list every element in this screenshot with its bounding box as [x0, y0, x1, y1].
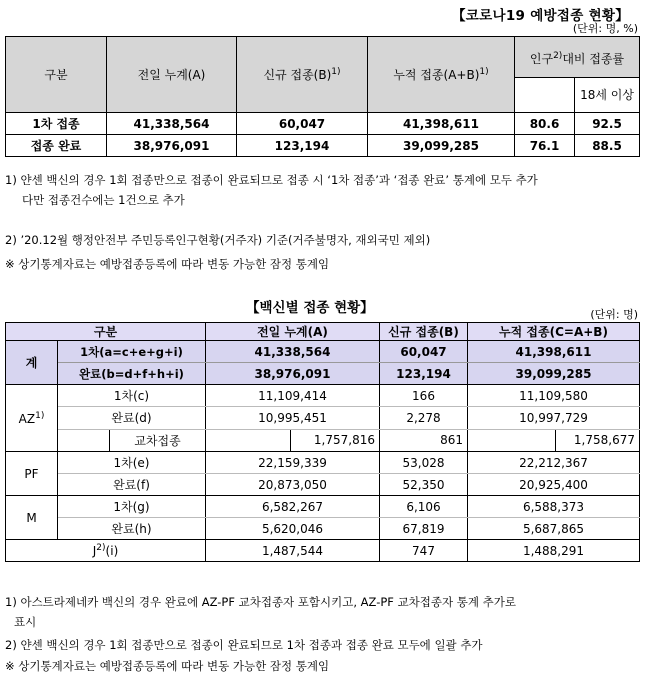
table2-title: 【백신별 접종 현황】 — [246, 300, 374, 316]
cell-new: 123,194 — [237, 135, 368, 157]
az-cross-cum: 1,758,677 — [556, 429, 640, 451]
az-done-prev: 10,995,451 — [206, 407, 380, 429]
az-cross-new: 861 — [380, 429, 468, 451]
total-first-label: 1차(a=c+e+g+i) — [58, 341, 206, 363]
table1-unit: (단위: 명, %) — [572, 22, 638, 35]
table-row — [6, 113, 640, 135]
t2-header-category: 구분 — [6, 323, 206, 341]
az-label-text: AZ — [18, 411, 36, 426]
note3: ※ 상기통계자료는 예방접종등록에 따라 변동 가능한 잠정 통계임 — [5, 257, 330, 271]
total-first-prev: 41,338,564 — [206, 341, 380, 363]
m-first-new: 6,106 — [380, 496, 468, 518]
header-age18: 18세 이상 — [575, 78, 640, 113]
pf-first-cum: 22,212,367 — [468, 452, 640, 474]
cell-cumulative: 39,099,285 — [368, 135, 515, 157]
total-done-prev: 38,976,091 — [206, 363, 380, 385]
cell-new: 60,047 — [237, 113, 368, 135]
j-new: 747 — [380, 540, 468, 562]
header-cumulative-text: 누적 접종(A+B) — [393, 68, 480, 82]
m-done-label: 완료(h) — [58, 518, 206, 540]
table-row — [6, 407, 640, 429]
az-first-cum: 11,109,580 — [468, 385, 640, 407]
table-row — [6, 363, 640, 385]
header-ratio-prefix: 인구 — [529, 51, 554, 66]
j-prev: 1,487,544 — [206, 540, 380, 562]
az-label — [6, 385, 58, 452]
pf-done-label: 완료(f) — [58, 474, 206, 496]
header-cumulative-sup: 1) — [479, 67, 489, 77]
table2-unit: (단위: 명) — [590, 308, 638, 321]
note1-line1: 1) 얀센 백신의 경우 1회 접종만으로 접종이 완료되므로 접종 시 ‘1차 접종’과 ‘접종 완료’ 통계에 모두 추가 — [5, 173, 538, 187]
az-done-cum: 10,997,729 — [468, 407, 640, 429]
table-row — [6, 429, 640, 451]
az-first-prev: 11,109,414 — [206, 385, 380, 407]
table1-title: 【코로나19 예방접종 현황】 — [452, 8, 630, 24]
cell-prev-total: 41,338,564 — [107, 113, 237, 135]
az-done-new: 2,278 — [380, 407, 468, 429]
az-cross-cum-blank — [468, 429, 556, 451]
table-row — [6, 452, 640, 474]
header-ratio-all-blank — [515, 78, 575, 113]
header-ratio-suffix: 대비 접종률 — [562, 51, 625, 66]
total-label: 계 — [6, 341, 58, 385]
m-done-new: 67,819 — [380, 518, 468, 540]
t2-note3: ※ 상기통계자료는 예방접종등록에 따라 변동 가능한 잠정 통계임 — [5, 659, 330, 673]
az-cross-prev-blank — [206, 429, 291, 451]
pf-done-cum: 20,925,400 — [468, 474, 640, 496]
j-label-sup: 2) — [96, 543, 106, 553]
header-ratio-sup: 2) — [553, 50, 563, 61]
t2-header-cumulative: 누적 접종(C=A+B) — [468, 323, 640, 341]
az-cross-label: 교차접종 — [110, 429, 206, 451]
cell-ratio18: 92.5 — [575, 113, 640, 135]
header-new-sup: 1) — [331, 67, 341, 77]
j-cum: 1,488,291 — [468, 540, 640, 562]
total-first-new: 60,047 — [380, 341, 468, 363]
pf-done-prev: 20,873,050 — [206, 474, 380, 496]
az-done-label: 완료(d) — [58, 407, 206, 429]
j-label — [6, 540, 206, 562]
t2-header-new: 신규 접종(B) — [380, 323, 468, 341]
table-row — [6, 474, 640, 496]
m-done-prev: 5,620,046 — [206, 518, 380, 540]
header-new — [237, 37, 368, 113]
header-new-text: 신규 접종(B) — [263, 68, 332, 82]
total-done-cum: 39,099,285 — [468, 363, 640, 385]
t2-header-prev-total: 전일 누계(A) — [206, 323, 380, 341]
row-label: 접종 완료 — [6, 135, 107, 157]
table-row — [6, 496, 640, 518]
cell-ratio: 76.1 — [515, 135, 575, 157]
pf-done-new: 52,350 — [380, 474, 468, 496]
j-label-suffix: (i) — [105, 544, 119, 558]
az-cross-prev: 1,757,816 — [291, 429, 380, 451]
m-first-cum: 6,588,373 — [468, 496, 640, 518]
row-label: 1차 접종 — [6, 113, 107, 135]
m-done-cum: 5,687,865 — [468, 518, 640, 540]
note1-line2: 다만 접종건수에는 1건으로 추가 — [22, 193, 185, 207]
table-row — [6, 385, 640, 407]
table-row — [6, 341, 640, 363]
cell-cumulative: 41,398,611 — [368, 113, 515, 135]
note2: 2) ’20.12월 행정안전부 주민등록인구현황(거주자) 기준(거주불명자, 재외국민 제외) — [5, 233, 431, 247]
total-first-cum: 41,398,611 — [468, 341, 640, 363]
pf-label: PF — [6, 452, 58, 496]
header-ratio — [515, 37, 640, 78]
m-label: M — [6, 496, 58, 540]
pf-first-prev: 22,159,339 — [206, 452, 380, 474]
vaccination-status-table — [5, 36, 640, 157]
pf-first-new: 53,028 — [380, 452, 468, 474]
header-prev-total: 전일 누계(A) — [107, 37, 237, 113]
header-cumulative — [368, 37, 515, 113]
t2-note2: 2) 얀센 백신의 경우 1회 접종만으로 접종이 완료되므로 1차 접종과 접종 완료 모두에 일괄 추가 — [5, 638, 483, 652]
vaccine-by-type-table — [5, 322, 640, 562]
total-done-new: 123,194 — [380, 363, 468, 385]
t2-note1-line1: 1) 아스트라제네카 백신의 경우 완료에 AZ-PF 교차접종자 포함시키고, AZ-PF 교차접종자 통계 추가로 — [5, 595, 516, 609]
m-first-prev: 6,582,267 — [206, 496, 380, 518]
az-first-label: 1차(c) — [58, 385, 206, 407]
j-label-text: J — [92, 544, 97, 558]
cell-prev-total: 38,976,091 — [107, 135, 237, 157]
table-row — [6, 518, 640, 540]
cell-ratio: 80.6 — [515, 113, 575, 135]
az-cross-indent — [58, 429, 110, 451]
pf-first-label: 1차(e) — [58, 452, 206, 474]
t2-note1-line2: 표시 — [14, 615, 37, 629]
m-first-label: 1차(g) — [58, 496, 206, 518]
total-done-label: 완료(b=d+f+h+i) — [58, 363, 206, 385]
table-row — [6, 135, 640, 157]
az-label-sup: 1) — [35, 410, 45, 421]
cell-ratio18: 88.5 — [575, 135, 640, 157]
table-row — [6, 540, 640, 562]
header-category: 구분 — [6, 37, 107, 113]
az-first-new: 166 — [380, 385, 468, 407]
